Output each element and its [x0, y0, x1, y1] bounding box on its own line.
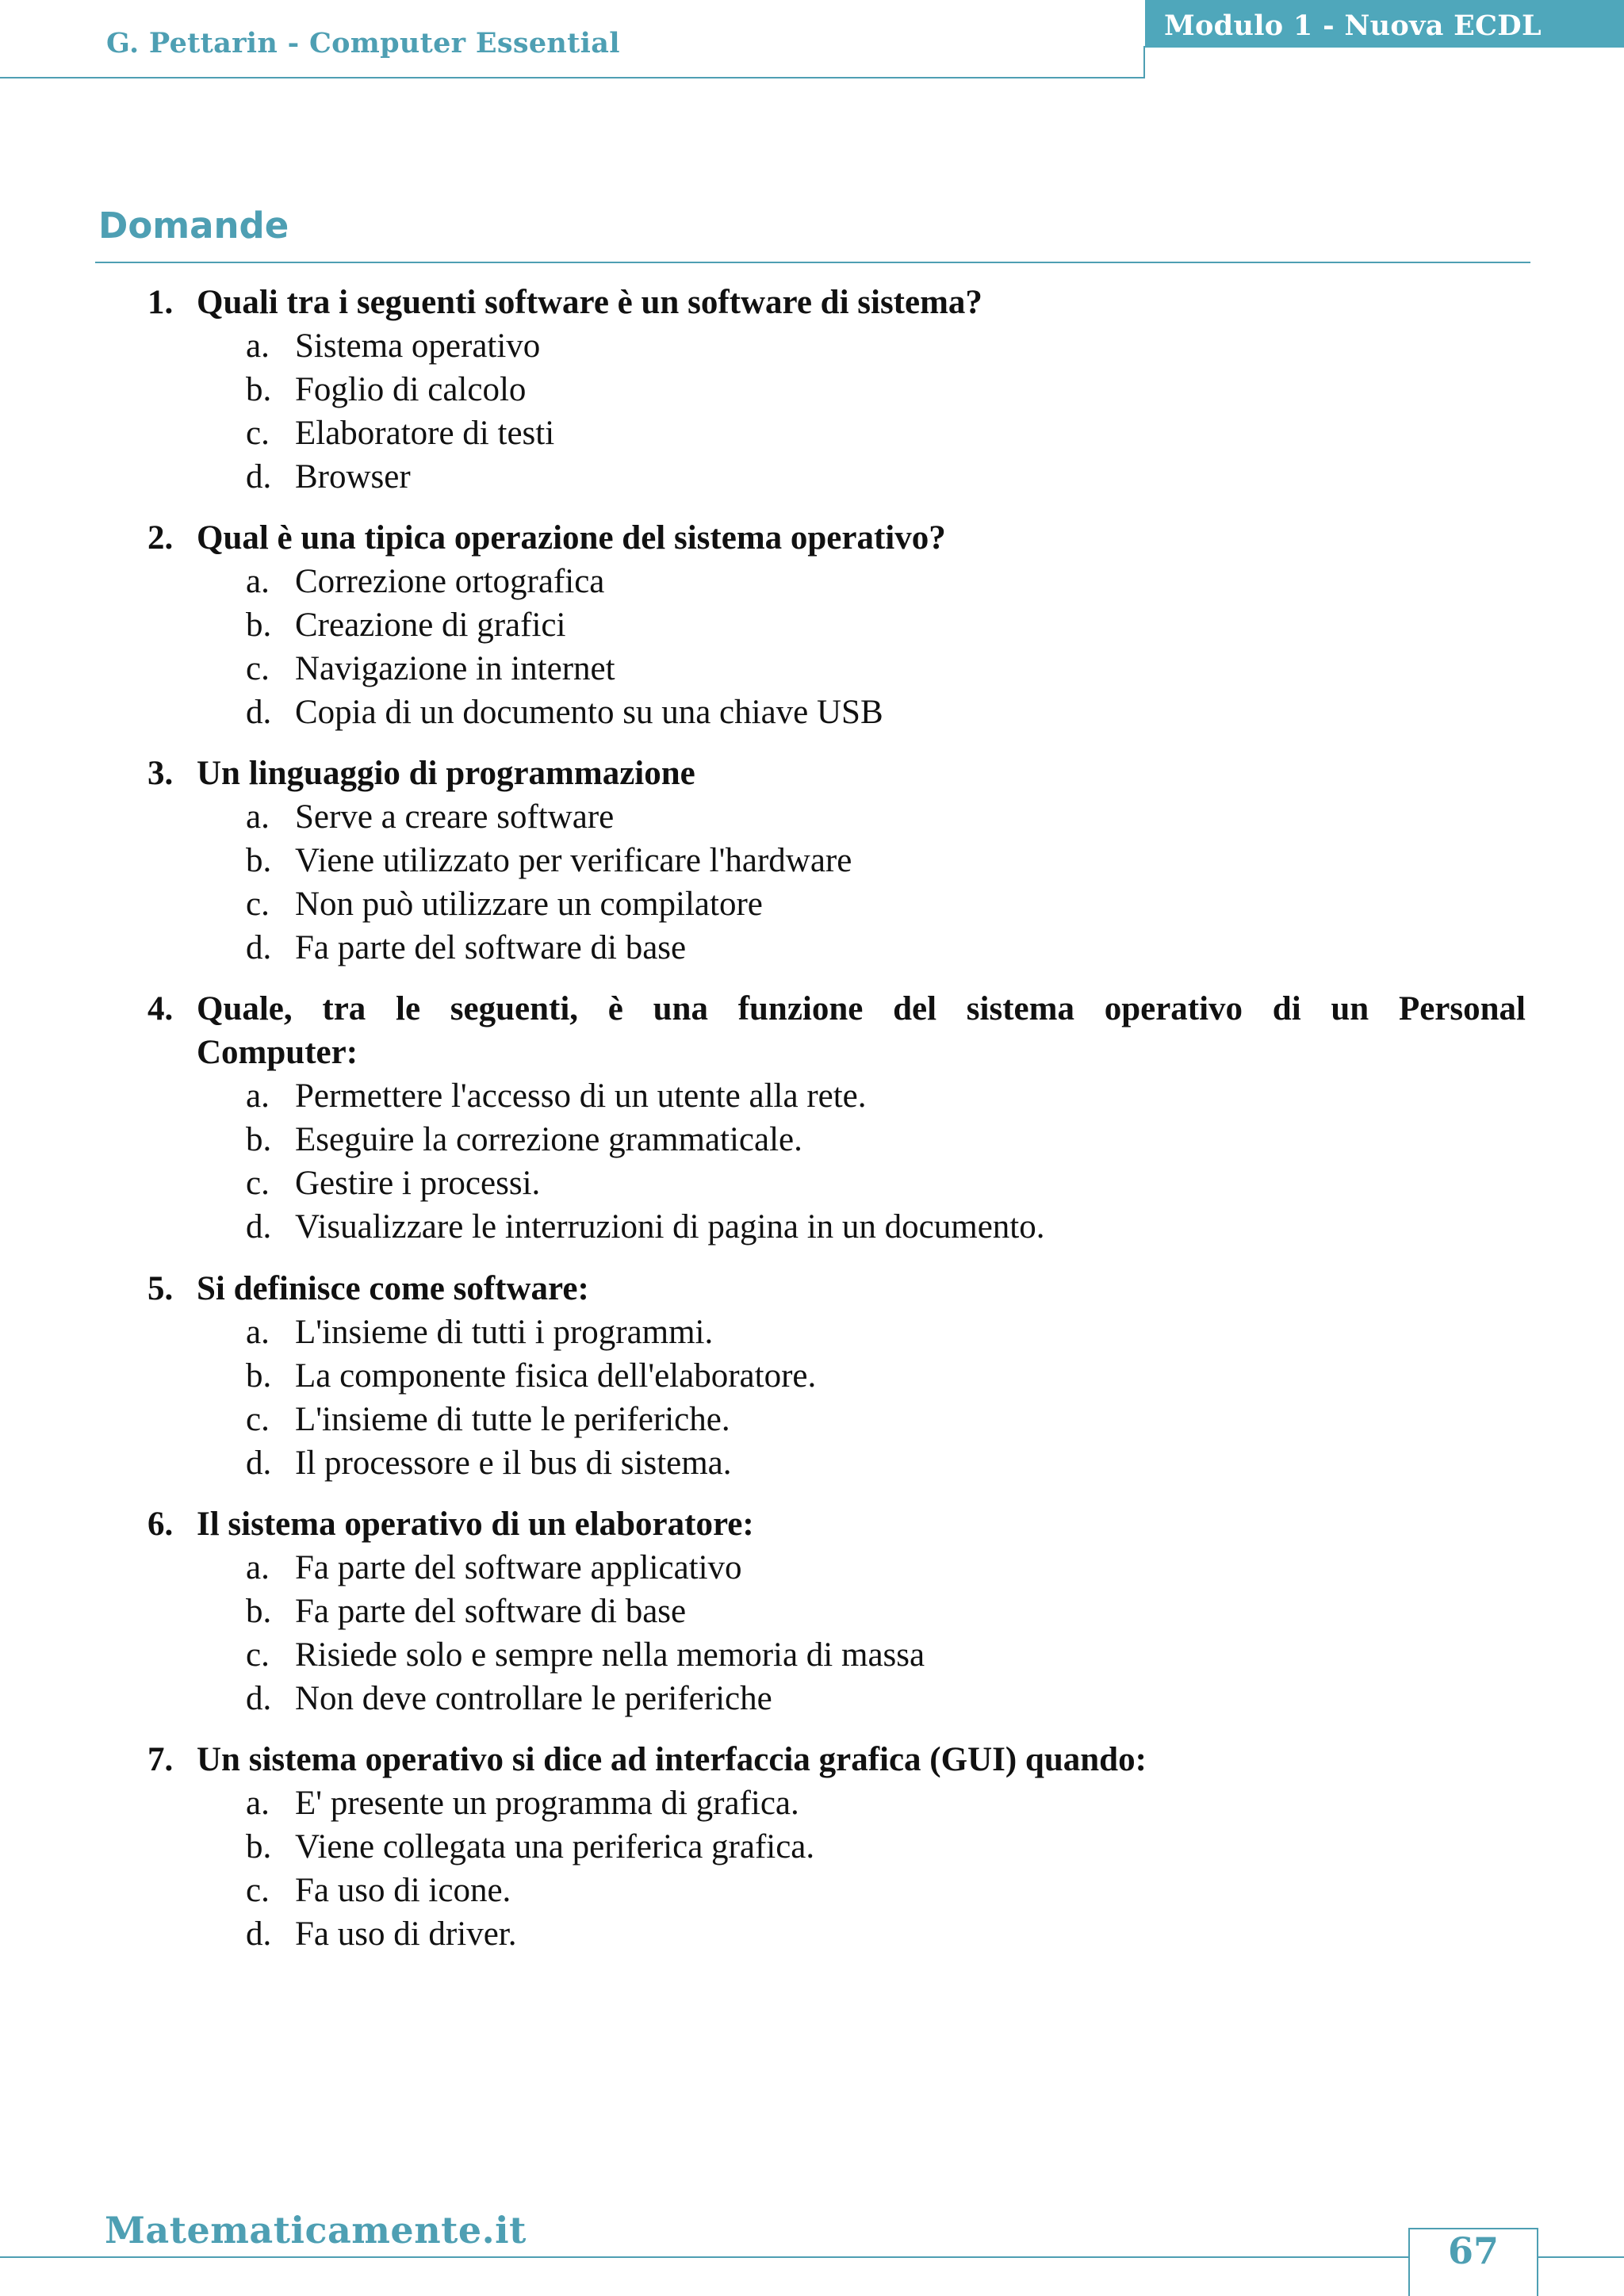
- option-text: Copia di un documento su una chiave USB: [295, 694, 883, 731]
- option-text: L'insieme di tutti i programmi.: [295, 1314, 714, 1351]
- answer-option: [147, 647, 1526, 691]
- footer-rule-right: [1538, 2256, 1624, 2258]
- question-2: [147, 516, 1526, 734]
- answer-option: [147, 1546, 1526, 1590]
- question-text: Un sistema operativo si dice ad interfaccia grafica (GUI) quando:: [197, 1741, 1147, 1778]
- header-author-title: G. Pettarin - Computer Essential: [106, 27, 620, 59]
- option-text: Risiede solo e sempre nella memoria di massa: [295, 1636, 925, 1674]
- question-text-continuation: Computer:: [197, 1034, 358, 1071]
- question-text: Quale, tra le seguenti, è una funzione del sistema operativo di un Personal: [197, 990, 1526, 1027]
- answer-option: [147, 795, 1526, 839]
- section-rule: [95, 262, 1530, 263]
- option-letter: d.: [246, 1915, 272, 1953]
- option-text: Serve a creare software: [295, 798, 615, 836]
- question-5: [147, 1267, 1526, 1485]
- option-text: E' presente un programma di grafica.: [295, 1785, 799, 1822]
- answer-option: [147, 1825, 1526, 1869]
- option-letter: c.: [246, 415, 270, 452]
- option-letter: a.: [246, 327, 270, 365]
- question-text: Qual è una tipica operazione del sistema operativo?: [197, 519, 946, 557]
- option-text: Permettere l'accesso di un utente alla rete.: [295, 1077, 867, 1115]
- option-letter: d.: [246, 1680, 272, 1717]
- option-letter: d.: [246, 694, 272, 731]
- answer-options: [147, 560, 1526, 734]
- answer-option: [147, 1869, 1526, 1912]
- answer-option: [147, 882, 1526, 926]
- question-text: Il sistema operativo di un elaboratore:: [197, 1506, 754, 1543]
- answer-options: [147, 1546, 1526, 1720]
- question-text: Quali tra i seguenti software è un software di sistema?: [197, 284, 982, 321]
- option-letter: a.: [246, 1549, 270, 1586]
- question-1: [147, 281, 1526, 499]
- answer-option: [147, 1398, 1526, 1441]
- option-text: Non deve controllare le periferiche: [295, 1680, 772, 1717]
- header-tab-edge: [1143, 46, 1145, 78]
- option-text: Sistema operativo: [295, 327, 541, 365]
- option-text: Eseguire la correzione grammaticale.: [295, 1121, 802, 1158]
- option-letter: c.: [246, 1872, 270, 1909]
- option-text: Fa parte del software applicativo: [295, 1549, 742, 1586]
- footer-site-name: Matematicamente.it: [105, 2209, 527, 2252]
- option-letter: d.: [246, 1445, 272, 1482]
- option-letter: c.: [246, 650, 270, 687]
- question-text: Si definisce come software:: [197, 1270, 589, 1307]
- option-letter: b.: [246, 1357, 272, 1395]
- section-title: Domande: [98, 205, 289, 247]
- question-6: [147, 1502, 1526, 1720]
- option-text: Creazione di grafici: [295, 607, 566, 644]
- option-text: Elaboratore di testi: [295, 415, 555, 452]
- option-letter: d.: [246, 929, 272, 966]
- answer-option: [147, 691, 1526, 734]
- answer-option: [147, 455, 1526, 499]
- answer-option: [147, 839, 1526, 882]
- answer-option: [147, 926, 1526, 970]
- answer-option: [147, 1161, 1526, 1205]
- answer-options: [147, 1074, 1526, 1249]
- question-number: 7.: [147, 1741, 174, 1778]
- option-letter: b.: [246, 1593, 272, 1630]
- option-text: La componente fisica dell'elaboratore.: [295, 1357, 817, 1395]
- answer-option: [147, 1441, 1526, 1485]
- header-rule: [0, 77, 1145, 78]
- question-7: [147, 1738, 1526, 1956]
- question-4: [147, 987, 1526, 1249]
- answer-option: [147, 324, 1526, 368]
- option-text: Correzione ortografica: [295, 563, 605, 600]
- option-text: Visualizzare le interruzioni di pagina in un documento.: [295, 1208, 1045, 1246]
- option-text: Navigazione in internet: [295, 650, 615, 687]
- option-text: Viene collegata una periferica grafica.: [295, 1828, 815, 1866]
- answer-option: [147, 1205, 1526, 1249]
- option-letter: d.: [246, 1208, 272, 1246]
- answer-option: [147, 1590, 1526, 1633]
- option-letter: c.: [246, 1165, 270, 1202]
- answer-option: [147, 603, 1526, 647]
- question-number: 1.: [147, 284, 174, 321]
- option-letter: a.: [246, 1785, 270, 1822]
- answer-option: [147, 1074, 1526, 1118]
- question-number: 2.: [147, 519, 174, 557]
- answer-option: [147, 1633, 1526, 1677]
- option-letter: b.: [246, 1828, 272, 1866]
- option-text: Browser: [295, 458, 411, 496]
- answer-option: [147, 1781, 1526, 1825]
- answer-option: [147, 1677, 1526, 1720]
- option-letter: b.: [246, 607, 272, 644]
- option-letter: b.: [246, 842, 272, 879]
- option-letter: a.: [246, 1314, 270, 1351]
- option-letter: b.: [246, 1121, 272, 1158]
- option-text: Non può utilizzare un compilatore: [295, 886, 763, 923]
- option-text: Il processore e il bus di sistema.: [295, 1445, 732, 1482]
- answer-options: [147, 324, 1526, 499]
- option-letter: c.: [246, 1636, 270, 1674]
- answer-option: [147, 1912, 1526, 1956]
- question-number: 6.: [147, 1506, 174, 1543]
- question-3: [147, 752, 1526, 970]
- question-number: 3.: [147, 755, 174, 792]
- answer-option: [147, 1118, 1526, 1161]
- option-letter: a.: [246, 798, 270, 836]
- answer-options: [147, 795, 1526, 970]
- answer-option: [147, 560, 1526, 603]
- option-text: Foglio di calcolo: [295, 371, 527, 408]
- header-module-tab: Modulo 1 - Nuova ECDL: [1145, 0, 1624, 48]
- answer-option: [147, 1311, 1526, 1354]
- answer-option: [147, 368, 1526, 411]
- page-number: 67: [1447, 2229, 1499, 2272]
- option-letter: a.: [246, 1077, 270, 1115]
- answer-option: [147, 1354, 1526, 1398]
- option-letter: a.: [246, 563, 270, 600]
- option-text: Fa uso di driver.: [295, 1915, 517, 1953]
- answer-options: [147, 1781, 1526, 1956]
- option-text: Gestire i processi.: [295, 1165, 541, 1202]
- option-text: L'insieme di tutte le periferiche.: [295, 1401, 730, 1438]
- question-number: 4.: [147, 990, 174, 1027]
- option-letter: b.: [246, 371, 272, 408]
- option-letter: c.: [246, 886, 270, 923]
- option-text: Viene utilizzato per verificare l'hardware: [295, 842, 852, 879]
- question-text: Un linguaggio di programmazione: [197, 755, 695, 792]
- option-text: Fa uso di icone.: [295, 1872, 511, 1909]
- question-number: 5.: [147, 1270, 174, 1307]
- option-text: Fa parte del software di base: [295, 1593, 687, 1630]
- footer-rule-left: [0, 2256, 1408, 2258]
- option-letter: d.: [246, 458, 272, 496]
- option-letter: c.: [246, 1401, 270, 1438]
- answer-option: [147, 411, 1526, 455]
- answer-options: [147, 1311, 1526, 1485]
- option-text: Fa parte del software di base: [295, 929, 687, 966]
